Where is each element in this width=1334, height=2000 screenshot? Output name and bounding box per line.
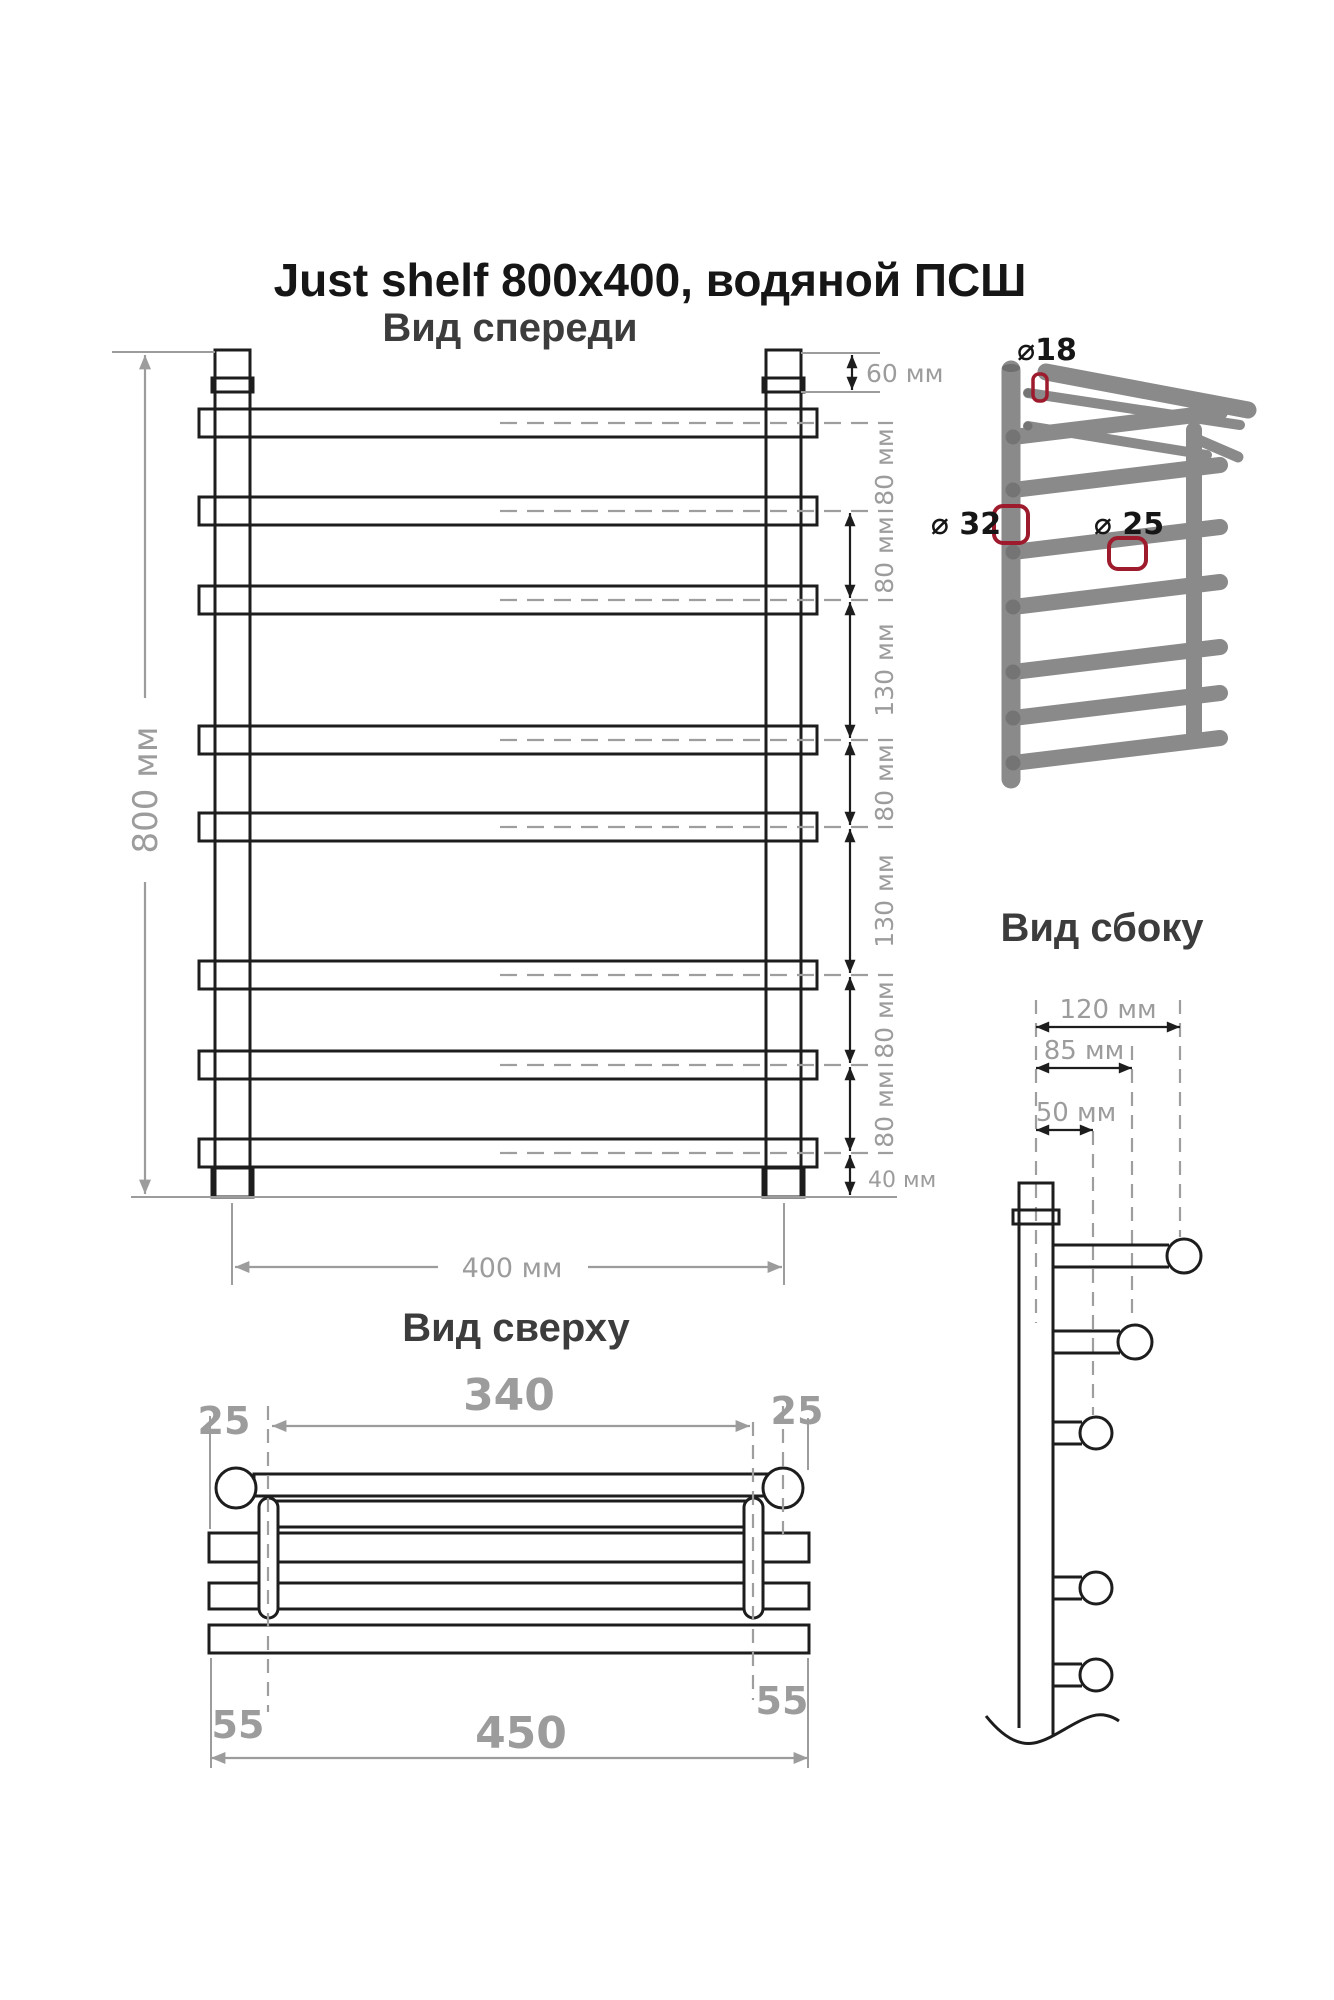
top-rail bbox=[254, 1474, 767, 1496]
dim-label-seg: 80 мм bbox=[870, 1070, 899, 1148]
d32-label: ⌀ 32 bbox=[930, 507, 1002, 542]
persp-rail-end bbox=[1024, 422, 1033, 431]
front-view-drawing bbox=[199, 350, 817, 1197]
drawing-primitive bbox=[112, 352, 897, 1285]
front-left-foot bbox=[212, 1168, 253, 1197]
front-right-foot bbox=[763, 1168, 804, 1197]
dim-label-40: 40 мм bbox=[868, 1168, 937, 1193]
side-rod-end bbox=[1080, 1659, 1112, 1691]
persp-rung bbox=[1013, 738, 1220, 763]
drawing-primitive bbox=[850, 355, 852, 1195]
dim-label-50: 50 мм bbox=[1035, 1098, 1117, 1128]
front-left-post bbox=[215, 350, 250, 1197]
front-right-collar bbox=[763, 378, 804, 392]
dim-label-120: 120 мм bbox=[1059, 995, 1157, 1025]
persp-rung-end bbox=[1006, 483, 1021, 498]
page-title: Just shelf 800x400, водяной ПСШ bbox=[273, 254, 1027, 306]
front-right-post bbox=[766, 350, 801, 1197]
dim-label-25-right: 25 bbox=[770, 1389, 824, 1433]
dim-label-60: 60 мм bbox=[866, 359, 944, 388]
perspective-view bbox=[931, 333, 1248, 779]
side-rod-end bbox=[1080, 1417, 1112, 1449]
d25-label: ⌀ 25 bbox=[1093, 507, 1165, 542]
top-view-dimensions bbox=[198, 1370, 824, 1768]
persp-rung-end bbox=[1006, 600, 1021, 615]
drawing-primitive bbox=[268, 1406, 783, 1712]
dim-label-400: 400 мм bbox=[461, 1253, 563, 1284]
persp-rung-end bbox=[1006, 665, 1021, 680]
top-view-title: Вид сверху bbox=[402, 1306, 630, 1350]
persp-rung-end bbox=[1006, 756, 1021, 771]
dim-label-800: 800 мм bbox=[126, 726, 166, 854]
drawing-primitive bbox=[145, 355, 782, 1267]
dim-label-340: 340 bbox=[463, 1370, 555, 1421]
persp-rung-end bbox=[1006, 430, 1021, 445]
side-rod-end bbox=[1167, 1239, 1201, 1273]
top-rail bbox=[209, 1583, 809, 1609]
dim-label-seg: 80 мм bbox=[870, 428, 899, 506]
dim-label-55-right: 55 bbox=[755, 1679, 809, 1723]
side-view-title: Вид сбоку bbox=[1000, 906, 1204, 950]
d18-label: ⌀18 bbox=[1017, 333, 1077, 368]
dim-label-seg: 130 мм bbox=[870, 623, 899, 717]
side-view-drawing bbox=[986, 1183, 1201, 1744]
top-rail bbox=[209, 1625, 809, 1653]
front-left-collar bbox=[212, 378, 253, 392]
front-view-centerlines bbox=[500, 423, 893, 1153]
dim-label-seg: 80 мм bbox=[870, 744, 899, 822]
side-rod-end bbox=[1118, 1325, 1152, 1359]
top-rail bbox=[272, 1501, 750, 1527]
front-view-dimensions bbox=[112, 352, 943, 1285]
side-rod-end bbox=[1080, 1572, 1112, 1604]
dim-label-25-left: 25 bbox=[197, 1399, 251, 1443]
top-view-drawing bbox=[209, 1468, 809, 1653]
dim-label-seg: 80 мм bbox=[870, 516, 899, 594]
dim-label-seg: 130 мм bbox=[870, 854, 899, 948]
top-post-circle bbox=[216, 1468, 256, 1508]
dim-label-seg: 80 мм bbox=[870, 981, 899, 1059]
dim-label-85: 85 мм bbox=[1043, 1036, 1125, 1066]
front-view-title: Вид спереди bbox=[382, 306, 638, 350]
persp-rung-end bbox=[1006, 545, 1021, 560]
dim-label-55-left: 55 bbox=[211, 1703, 265, 1747]
dim-label-450: 450 bbox=[475, 1708, 567, 1759]
persp-rail-end bbox=[1024, 389, 1033, 398]
persp-rung-end bbox=[1006, 711, 1021, 726]
top-rail bbox=[209, 1533, 809, 1562]
